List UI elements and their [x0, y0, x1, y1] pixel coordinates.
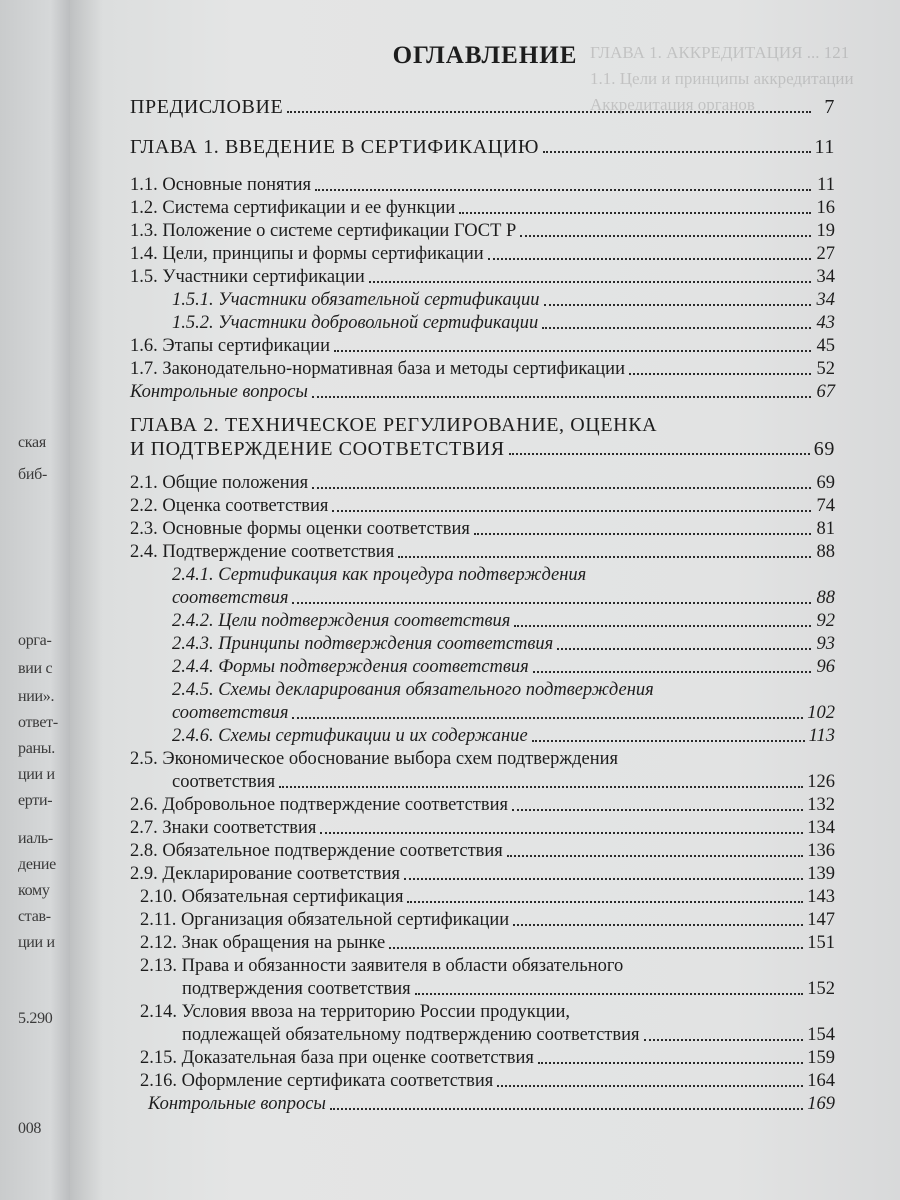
toc-entry: подлежащей обязательному подтверждению соответствия 154	[182, 1025, 835, 1045]
toc-entry: 2.12. Знак обращения на рынке 151	[140, 933, 835, 953]
left-fragment: биб-	[18, 466, 47, 483]
left-fragment: 008	[18, 1120, 42, 1137]
left-fragment: дение	[18, 856, 56, 873]
toc-entry: 2.6. Добровольное подтверждение соответствия 132	[130, 795, 835, 815]
right-page	[70, 0, 900, 1200]
toc-entry: 2.9. Декларирование соответствия 139	[130, 864, 835, 884]
toc-entry: 2.7. Знаки соответствия 134	[130, 818, 835, 838]
toc-entry-line: 2.5. Экономическое обоснование выбора схем подтверждения	[130, 749, 619, 769]
toc-entry: Контрольные вопросы 169	[148, 1094, 835, 1114]
toc-entry: 1.6. Этапы сертификации 45	[130, 336, 835, 356]
toc-entry-line: ГЛАВА 2. ТЕХНИЧЕСКОЕ РЕГУЛИРОВАНИЕ, ОЦЕНКА	[130, 414, 658, 436]
toc-entry: 2.2. Оценка соответствия 74	[130, 496, 835, 516]
toc-entry: соответствия 102	[172, 703, 835, 723]
toc-entry: соответствия 88	[172, 588, 835, 608]
toc-entry-line: 2.4.1. Сертификация как процедура подтверждения	[172, 565, 587, 585]
toc-entry: И ПОДТВЕРЖДЕНИЕ СООТВЕТСТВИЯ 69	[130, 438, 835, 460]
left-fragment: ерти-	[18, 792, 53, 809]
toc-entry: 2.11. Организация обязательной сертификации 147	[140, 910, 835, 930]
left-fragment: ции и	[18, 934, 55, 951]
page-title: ОГЛАВЛЕНИЕ	[392, 42, 578, 69]
toc-entry: Контрольные вопросы 67	[130, 382, 835, 402]
toc-entry: 2.4. Подтверждение соответствия 88	[130, 542, 835, 562]
toc-entry: 2.4.6. Схемы сертификации и их содержание 113	[172, 726, 835, 746]
left-fragment: ответ-	[18, 714, 58, 731]
left-fragment: ции и	[18, 766, 55, 783]
toc-entry: 1.2. Система сертификации и ее функции 16	[130, 198, 835, 218]
toc-entry: 2.15. Доказательная база при оценке соответствия 159	[140, 1048, 835, 1068]
toc-entry: 1.5.2. Участники добровольной сертификации 43	[172, 313, 835, 333]
toc-entry: 2.16. Оформление сертификата соответствия 164	[140, 1071, 835, 1091]
toc-entry: 2.8. Обязательное подтверждение соответствия 136	[130, 841, 835, 861]
left-fragment: став-	[18, 908, 51, 925]
show-through-text: ГЛАВА 1. АККРЕДИТАЦИЯ ... 121 1.1. Цели и принципы аккредитации Аккредитация органов	[590, 43, 854, 114]
left-fragment: ская	[18, 434, 46, 451]
toc-entry: 2.4.4. Формы подтверждения соответствия 96	[172, 657, 835, 677]
toc-entry: 1.4. Цели, принципы и формы сертификации 27	[130, 244, 835, 264]
left-fragment: вии с	[18, 660, 53, 677]
toc-entry: 1.7. Законодательно-нормативная база и методы сертификации 52	[130, 359, 835, 379]
left-fragment: иаль-	[18, 830, 53, 847]
toc-entry: 1.5.1. Участники обязательной сертификации 34	[172, 290, 835, 310]
toc-entry: 2.10. Обязательная сертификация 143	[140, 887, 835, 907]
toc-entry: 2.1. Общие положения 69	[130, 473, 835, 493]
toc-entry: 2.4.2. Цели подтверждения соответствия 92	[172, 611, 835, 631]
toc-entry: 2.4.3. Принципы подтверждения соответствия 93	[172, 634, 835, 654]
toc-entry: 2.3. Основные формы оценки соответствия 81	[130, 519, 835, 539]
toc-entry: подтверждения соответствия 152	[182, 979, 835, 999]
toc-entry-line: 2.13. Права и обязанности заявителя в области обязательного	[140, 956, 624, 976]
left-fragment: орга-	[18, 632, 52, 649]
toc-entry: 1.3. Положение о системе сертификации ГОСТ Р 19	[130, 221, 835, 241]
toc-entry: ГЛАВА 1. ВВЕДЕНИЕ В СЕРТИФИКАЦИЮ 11	[130, 136, 835, 158]
left-fragment: раны.	[18, 740, 55, 757]
left-fragment: нии».	[18, 688, 55, 705]
left-fragment: кому	[18, 882, 50, 899]
toc-entry-line: 2.14. Условия ввоза на территорию России продукции,	[140, 1002, 571, 1022]
toc-entry: соответствия 126	[172, 772, 835, 792]
toc-entry: 1.1. Основные понятия 11	[130, 175, 835, 195]
left-page-edge	[0, 0, 72, 1200]
left-fragment: 5.290	[18, 1010, 53, 1027]
toc-entry-line: 2.4.5. Схемы декларирования обязательного подтверждения	[172, 680, 654, 700]
toc-entry: 1.5. Участники сертификации 34	[130, 267, 835, 287]
toc-entry: ПРЕДИСЛОВИЕ 7	[130, 96, 835, 118]
